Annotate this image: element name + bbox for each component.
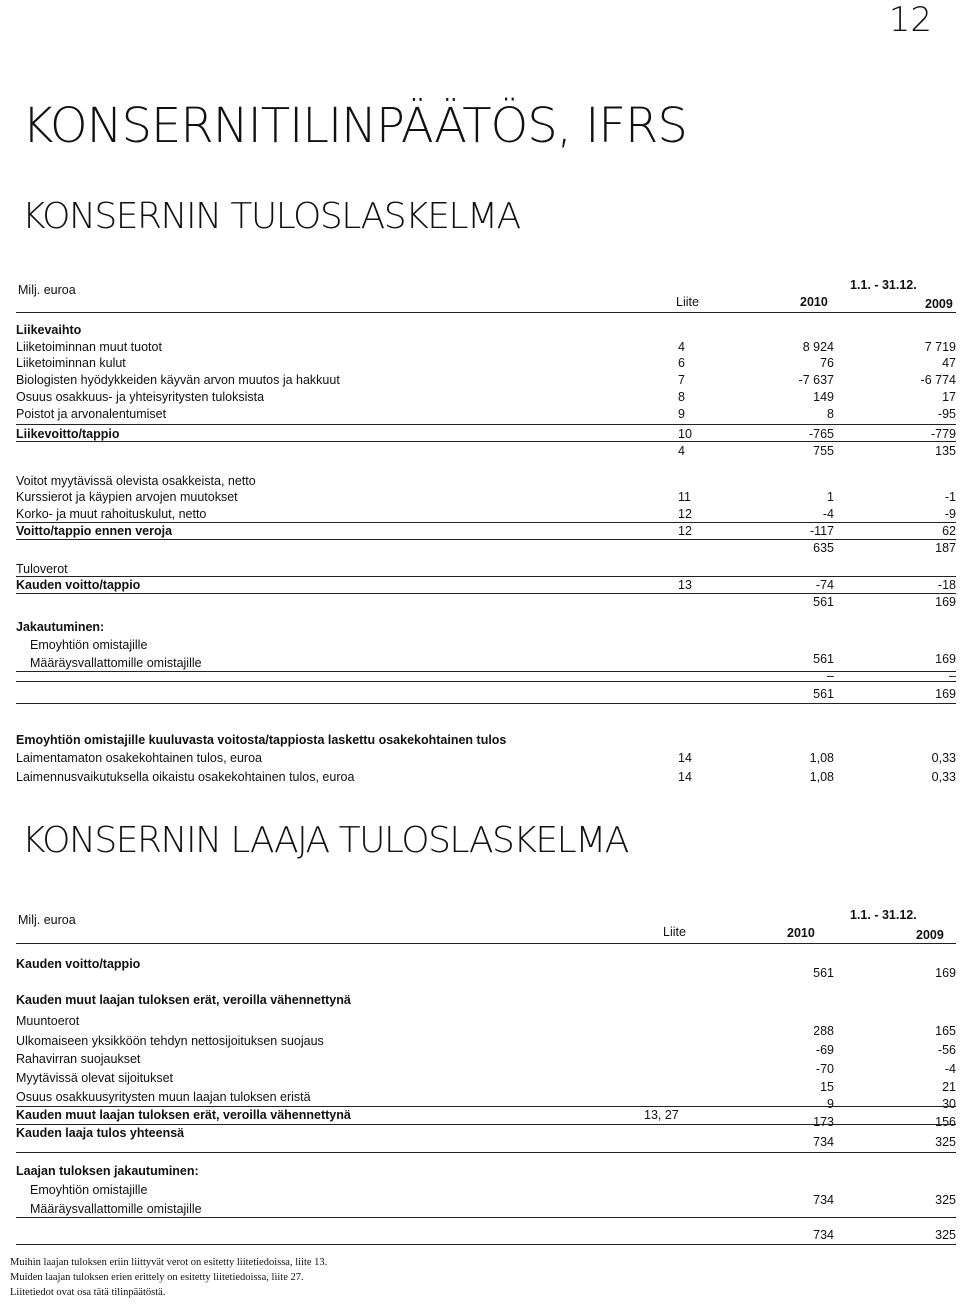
- table-row: [16, 687, 956, 703]
- row-value-2010: –: [827, 1210, 834, 1224]
- row-label: Jakautuminen:: [16, 620, 105, 634]
- row-label: Korko- ja muut rahoituskulut, netto: [16, 507, 207, 521]
- row-value-2009: -4: [944, 1062, 956, 1076]
- column-2009-header: 2009: [916, 928, 944, 942]
- row-divider: [16, 1152, 956, 1153]
- row-label: Voitto/tappio ennen veroja: [16, 524, 173, 538]
- row-label: Emoyhtiön omistajille: [30, 1183, 148, 1197]
- row-label: Kauden voitto/tappio: [16, 578, 141, 592]
- row-value-2009: 30: [942, 1097, 956, 1111]
- row-value-2010: 8: [827, 407, 834, 421]
- period-label: 1.1. - 31.12.: [850, 908, 917, 922]
- row-value-2010: -74: [815, 578, 834, 592]
- row-divider: [16, 593, 956, 594]
- row-value-2010: -765: [808, 427, 834, 441]
- row-value-2010: 734: [813, 1228, 834, 1242]
- row-note: 14: [678, 770, 692, 784]
- row-divider: [16, 424, 956, 425]
- row-label: Myytävissä olevat sijoitukset: [16, 1071, 174, 1085]
- table-row: [16, 356, 956, 372]
- row-label: Laimennusvaikutuksella oikaistu osakekohtainen tulos, euroa: [16, 770, 355, 784]
- row-label: Määräysvallattomille omistajille: [30, 1202, 202, 1216]
- row-value-2009: 187: [935, 541, 956, 555]
- period-label: 1.1. - 31.12.: [850, 278, 917, 292]
- row-note: 9: [678, 407, 685, 421]
- row-value-2010: 173: [813, 1115, 834, 1129]
- row-value-2009: 156: [935, 1115, 956, 1129]
- row-label: Kauden voitto/tappio: [16, 957, 141, 971]
- row-value-2009: 0,33: [931, 770, 956, 784]
- row-value-2009: -9: [944, 507, 956, 521]
- table-row: [16, 620, 956, 636]
- row-value-2009: -1: [944, 490, 956, 504]
- document-title: KONSERNITILINPÄÄTÖS, IFRS: [22, 98, 687, 154]
- table-row: [16, 541, 956, 557]
- row-note: 8: [678, 390, 685, 404]
- row-value-2010: 561: [813, 687, 834, 701]
- row-label: Kauden laaja tulos yhteensä: [16, 1126, 185, 1140]
- table-row: [16, 770, 956, 786]
- row-value-2009: 169: [935, 966, 956, 980]
- table-row: [16, 1164, 956, 1180]
- table-row: [16, 507, 956, 523]
- income-statement-heading: KONSERNIN TULOSLASKELMA: [22, 196, 520, 237]
- row-value-2009: 169: [935, 687, 956, 701]
- row-value-2009: -6 774: [920, 373, 956, 387]
- row-value-2009: -18: [937, 578, 956, 592]
- row-divider: [16, 576, 956, 577]
- row-label: Ulkomaiseen yksikköön tehdyn nettosijoituksen suojaus: [16, 1034, 324, 1048]
- row-value-2009: 165: [935, 1024, 956, 1038]
- row-divider: [16, 681, 956, 682]
- row-value-2010: 76: [820, 356, 834, 370]
- row-divider: [16, 441, 956, 442]
- footnote: Liitetiedot ovat osa tätä tilinpäätöstä.: [10, 1287, 166, 1298]
- row-value-2010: 561: [813, 966, 834, 980]
- row-value-2010: 734: [813, 1193, 834, 1207]
- row-value-2009: –: [949, 669, 956, 683]
- row-value-2010: -70: [815, 1062, 834, 1076]
- row-value-2009: –: [949, 1210, 956, 1224]
- column-2009-header: 2009: [925, 297, 953, 311]
- row-value-2010: 561: [813, 652, 834, 666]
- footnote: Muihin laajan tuloksen eriin liittyvät verot on esitetty liitetiedoissa, liite 13.: [10, 1257, 328, 1268]
- row-note: 12: [678, 524, 692, 538]
- row-value-2010: -7 637: [798, 373, 834, 387]
- row-label: Liikevoitto/tappio: [16, 427, 120, 441]
- row-label: Tuloverot: [16, 562, 68, 576]
- table-row: [16, 966, 956, 982]
- row-label: Emoyhtiön omistajille kuuluvasta voitosta/tappiosta laskettu osakekohtainen tulos: [16, 733, 507, 747]
- row-label: Liikevaihto: [16, 323, 82, 337]
- row-value-2009: -95: [937, 407, 956, 421]
- row-label: Voitot myytävissä olevista osakkeista, netto: [16, 474, 256, 488]
- row-value-2010: 9: [827, 1097, 834, 1111]
- row-label: Liiketoiminnan muut tuotot: [16, 340, 162, 354]
- row-value-2009: 135: [935, 444, 956, 458]
- row-note: 13, 27: [644, 1108, 679, 1122]
- column-2010-header: 2010: [800, 295, 828, 309]
- table-row: [16, 1210, 956, 1226]
- comprehensive-income-heading: KONSERNIN LAAJA TULOSLASKELMA: [22, 820, 628, 861]
- row-divider: [16, 1124, 956, 1125]
- table-row: [16, 340, 956, 356]
- table-row: [16, 524, 956, 540]
- row-value-2010: –: [827, 669, 834, 683]
- row-value-2010: 288: [813, 1024, 834, 1038]
- row-divider: [16, 1106, 956, 1107]
- row-value-2009: 0,33: [931, 751, 956, 765]
- table-row: [16, 490, 956, 506]
- row-value-2010: 734: [813, 1135, 834, 1149]
- row-value-2010: -4: [822, 507, 834, 521]
- eps-heading: [16, 733, 956, 749]
- table-row: [16, 444, 956, 460]
- row-divider: [16, 1217, 956, 1218]
- column-note-header: Liite: [663, 925, 686, 939]
- row-value-2009: 47: [942, 356, 956, 370]
- row-value-2009: 62: [942, 524, 956, 538]
- row-value-2010: -69: [815, 1043, 834, 1057]
- row-value-2009: 21: [942, 1080, 956, 1094]
- row-value-2010: 149: [813, 390, 834, 404]
- row-value-2010: -117: [809, 524, 834, 538]
- header-divider: [16, 943, 956, 944]
- row-value-2010: 15: [820, 1080, 834, 1094]
- footnote: Muiden laajan tuloksen erien erittely on esitetty liitetiedoissa, liite 27.: [10, 1272, 304, 1283]
- row-note: 4: [678, 444, 685, 458]
- row-label: Osuus osakkuus- ja yhteisyritysten tuloksista: [16, 390, 265, 404]
- row-label: Liiketoiminnan kulut: [16, 356, 126, 370]
- column-2010-header: 2010: [787, 926, 815, 940]
- table-row: [16, 751, 956, 767]
- unit-label: Milj. euroa: [18, 283, 76, 297]
- row-value-2010: 1,08: [809, 751, 834, 765]
- row-value-2009: 169: [935, 652, 956, 666]
- table-row: [16, 595, 956, 611]
- row-note: 4: [678, 340, 685, 354]
- row-note: 7: [678, 373, 685, 387]
- row-value-2009: 325: [935, 1228, 956, 1242]
- row-label: Kauden muut laajan tuloksen erät, veroilla vähennettynä: [16, 1108, 351, 1122]
- table-row: [16, 1228, 956, 1244]
- row-value-2010: 755: [813, 444, 834, 458]
- page-number: 12: [888, 0, 932, 40]
- row-value-2010: 635: [813, 541, 834, 555]
- row-value-2009: 17: [942, 390, 956, 404]
- row-value-2009: 169: [935, 595, 956, 609]
- row-label: Kurssierot ja käypien arvojen muutokset: [16, 490, 238, 504]
- table-row: [16, 1135, 956, 1151]
- row-label: Kauden muut laajan tuloksen erät, veroilla vähennettynä: [16, 993, 351, 1007]
- table-row: [16, 407, 956, 423]
- row-label: Laajan tuloksen jakautuminen:: [16, 1164, 199, 1178]
- row-value-2009: -779: [930, 427, 956, 441]
- table-row: [16, 669, 956, 685]
- row-note: 10: [678, 427, 692, 441]
- row-value-2010: 561: [813, 595, 834, 609]
- row-value-2010: 8 924: [802, 340, 834, 354]
- column-note-header: Liite: [676, 295, 699, 309]
- row-note: 14: [678, 751, 692, 765]
- unit-label: Milj. euroa: [18, 913, 76, 927]
- row-label: Muuntoerot: [16, 1014, 80, 1028]
- table-row: [16, 373, 956, 389]
- row-value-2010: 1,08: [809, 770, 834, 784]
- row-note: 13: [678, 578, 692, 592]
- row-note: 11: [678, 490, 691, 504]
- row-value-2009: 325: [935, 1193, 956, 1207]
- row-divider: [16, 1244, 956, 1245]
- row-note: 6: [678, 356, 685, 370]
- table-row: [16, 993, 956, 1009]
- row-label: Biologisten hyödykkeiden käyvän arvon muutos ja hakkuut: [16, 373, 340, 387]
- row-label: Määräysvallattomille omistajille: [30, 656, 202, 670]
- header-divider: [16, 312, 956, 313]
- row-divider: [16, 522, 956, 523]
- row-label: Emoyhtiön omistajille: [30, 638, 148, 652]
- row-divider: [16, 539, 956, 540]
- row-value-2009: 325: [935, 1135, 956, 1149]
- row-value-2010: 1: [827, 490, 834, 504]
- row-label: Rahavirran suojaukset: [16, 1052, 141, 1066]
- table-row: [16, 323, 956, 339]
- row-label: Poistot ja arvonalentumiset: [16, 407, 167, 421]
- table-row: [16, 578, 956, 594]
- row-note: 12: [678, 507, 692, 521]
- table-row: [16, 390, 956, 406]
- row-value-2009: 7 719: [924, 340, 956, 354]
- row-label: Osuus osakkuusyritysten muun laajan tuloksen eristä: [16, 1090, 311, 1104]
- row-divider: [16, 703, 956, 704]
- row-value-2009: -56: [937, 1043, 956, 1057]
- table-row: [16, 474, 956, 490]
- row-label: Laimentamaton osakekohtainen tulos, euroa: [16, 751, 262, 765]
